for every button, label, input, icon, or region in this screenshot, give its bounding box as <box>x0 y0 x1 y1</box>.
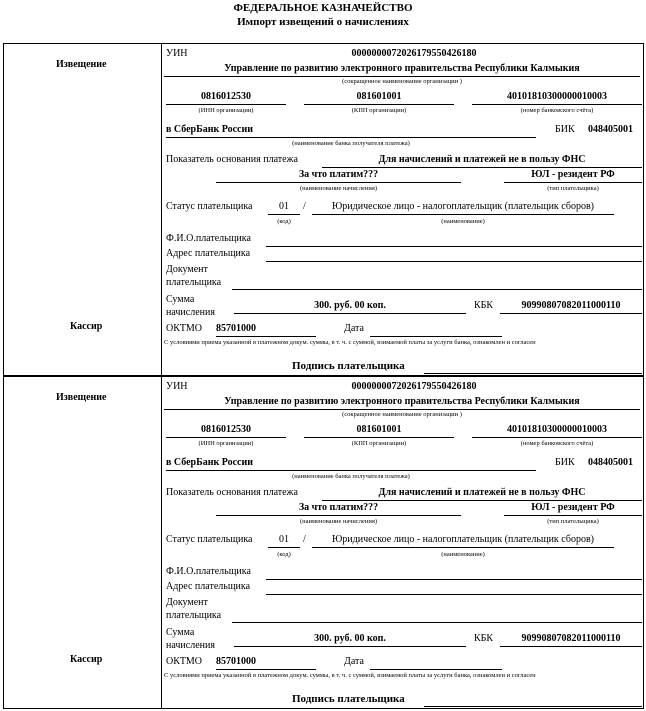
status-label: Статус плательщика <box>166 201 253 212</box>
date-line <box>370 323 502 337</box>
account-value: 40101810300000010003 <box>472 91 642 105</box>
doc-label-2: плательщика <box>166 610 222 621</box>
kpp-value: 081601001 <box>304 424 454 438</box>
basis-label: Показатель основания платежа <box>166 487 298 498</box>
kpp-caption: (КПП организации) <box>351 107 407 114</box>
notice-label: Извещение <box>56 392 107 403</box>
notice-form-1 <box>3 43 644 376</box>
org-name-caption: (сокращенное наименование организации ) <box>342 78 462 85</box>
status-name: Юридическое лицо - налогоплательщик (плательщик сборов) <box>312 201 614 215</box>
bik-label: БИК <box>555 457 575 468</box>
status-slash: / <box>303 201 306 212</box>
charge-name-caption: (наименование начисления) <box>299 518 378 525</box>
status-slash: / <box>303 534 306 545</box>
name-caption: (наименование) <box>441 218 485 225</box>
payer-type-caption: (тип плательщика) <box>547 518 599 525</box>
org-name: Управление по развитию электронного правительства Республики Калмыкия <box>164 396 640 410</box>
page-title: ФЕДЕРАЛЬНОЕ КАЗНАЧЕЙСТВО <box>233 2 413 14</box>
oktmo-value: 85701000 <box>216 323 316 337</box>
account-caption: (номер банковского счёта) <box>520 107 594 114</box>
bank-name: в СберБанк России <box>166 124 536 138</box>
inn-value: 0816012530 <box>166 91 286 105</box>
date-label: Дата <box>344 656 364 667</box>
signature-line <box>424 360 642 374</box>
doc-label: Документ <box>166 264 208 275</box>
org-name: Управление по развитию электронного правительства Республики Калмыкия <box>164 63 640 77</box>
fio-label: Ф.И.О.плательщика <box>166 566 251 577</box>
fio-line <box>266 566 642 580</box>
inn-caption: (ИНН организации) <box>198 107 254 114</box>
fio-label: Ф.И.О.плательщика <box>166 233 251 244</box>
sum-label-2: начисления <box>166 640 215 651</box>
kbk-label: КБК <box>474 300 494 311</box>
status-name: Юридическое лицо - налогоплательщик (плательщик сборов) <box>312 534 614 548</box>
date-line <box>370 656 502 670</box>
sum-label-2: начисления <box>166 307 215 318</box>
name-caption: (наименование) <box>441 551 485 558</box>
bik-label: БИК <box>555 124 575 135</box>
sum-value: 300. руб. 00 коп. <box>234 633 466 647</box>
doc-label: Документ <box>166 597 208 608</box>
basis-label: Показатель основания платежа <box>166 154 298 165</box>
divider-line <box>161 377 162 708</box>
terms-text: С условиями приема указанной в платежном докум. суммы, в т. ч. с суммой, взимаемой платы за услуги банка, ознакомлен и согласен <box>164 672 536 679</box>
uin-value: 0000000072026179550426180 <box>351 48 477 59</box>
uin-label: УИН <box>166 381 188 392</box>
cashier-label: Кассир <box>70 321 103 332</box>
code-caption: (код) <box>277 551 291 558</box>
payer-type: ЮЛ - резидент РФ <box>504 169 642 183</box>
inn-caption: (ИНН организации) <box>198 440 254 447</box>
oktmo-label: ОКТМО <box>166 656 202 667</box>
code-caption: (код) <box>277 218 291 225</box>
charge-name: За что платим??? <box>216 169 461 183</box>
kbk-value: 90990807082011000110 <box>500 633 642 647</box>
bik-value: 048405001 <box>588 124 633 135</box>
date-label: Дата <box>344 323 364 334</box>
bik-value: 048405001 <box>588 457 633 468</box>
kbk-value: 90990807082011000110 <box>500 300 642 314</box>
basis-value: Для начислений и платежей не в пользу ФНС <box>322 154 642 168</box>
bank-caption: (наименование банка получателя платежа) <box>292 140 410 147</box>
notice-form-2 <box>3 376 644 709</box>
charge-name-caption: (наименование начисления) <box>299 185 378 192</box>
doc-line <box>232 276 642 290</box>
uin-value: 0000000072026179550426180 <box>351 381 477 392</box>
kbk-label: КБК <box>474 633 494 644</box>
signature-label: Подпись плательщика <box>292 360 405 372</box>
inn-value: 0816012530 <box>166 424 286 438</box>
address-label: Адрес плательщика <box>166 581 251 592</box>
oktmo-value: 85701000 <box>216 656 316 670</box>
bank-caption: (наименование банка получателя платежа) <box>292 473 410 480</box>
basis-value: Для начислений и платежей не в пользу ФНС <box>322 487 642 501</box>
cashier-label: Кассир <box>70 654 103 665</box>
kpp-value: 081601001 <box>304 91 454 105</box>
uin-label: УИН <box>166 48 188 59</box>
status-label: Статус плательщика <box>166 534 253 545</box>
status-code: 01 <box>268 201 300 215</box>
kpp-caption: (КПП организации) <box>351 440 407 447</box>
sum-label: Сумма <box>166 294 195 305</box>
org-name-caption: (сокращенное наименование организации ) <box>342 411 462 418</box>
payer-type-caption: (тип плательщика) <box>547 185 599 192</box>
address-line <box>266 581 642 595</box>
account-value: 40101810300000010003 <box>472 424 642 438</box>
account-caption: (номер банковского счёта) <box>520 440 594 447</box>
bank-name: в СберБанк России <box>166 457 536 471</box>
sum-value: 300. руб. 00 коп. <box>234 300 466 314</box>
signature-line <box>424 693 642 707</box>
terms-text: С условиями приема указанной в платежном докум. суммы, в т. ч. с суммой, взимаемой платы за услуги банка, ознакомлен и согласен <box>164 339 536 346</box>
address-line <box>266 248 642 262</box>
charge-name: За что платим??? <box>216 502 461 516</box>
fio-line <box>266 233 642 247</box>
address-label: Адрес плательщика <box>166 248 251 259</box>
payer-type: ЮЛ - резидент РФ <box>504 502 642 516</box>
divider-line <box>161 44 162 375</box>
notice-label: Извещение <box>56 59 107 70</box>
signature-label: Подпись плательщика <box>292 693 405 705</box>
page-subtitle: Импорт извещений о начислениях <box>237 16 409 28</box>
status-code: 01 <box>268 534 300 548</box>
doc-label-2: плательщика <box>166 277 222 288</box>
sum-label: Сумма <box>166 627 195 638</box>
doc-line <box>232 609 642 623</box>
oktmo-label: ОКТМО <box>166 323 202 334</box>
